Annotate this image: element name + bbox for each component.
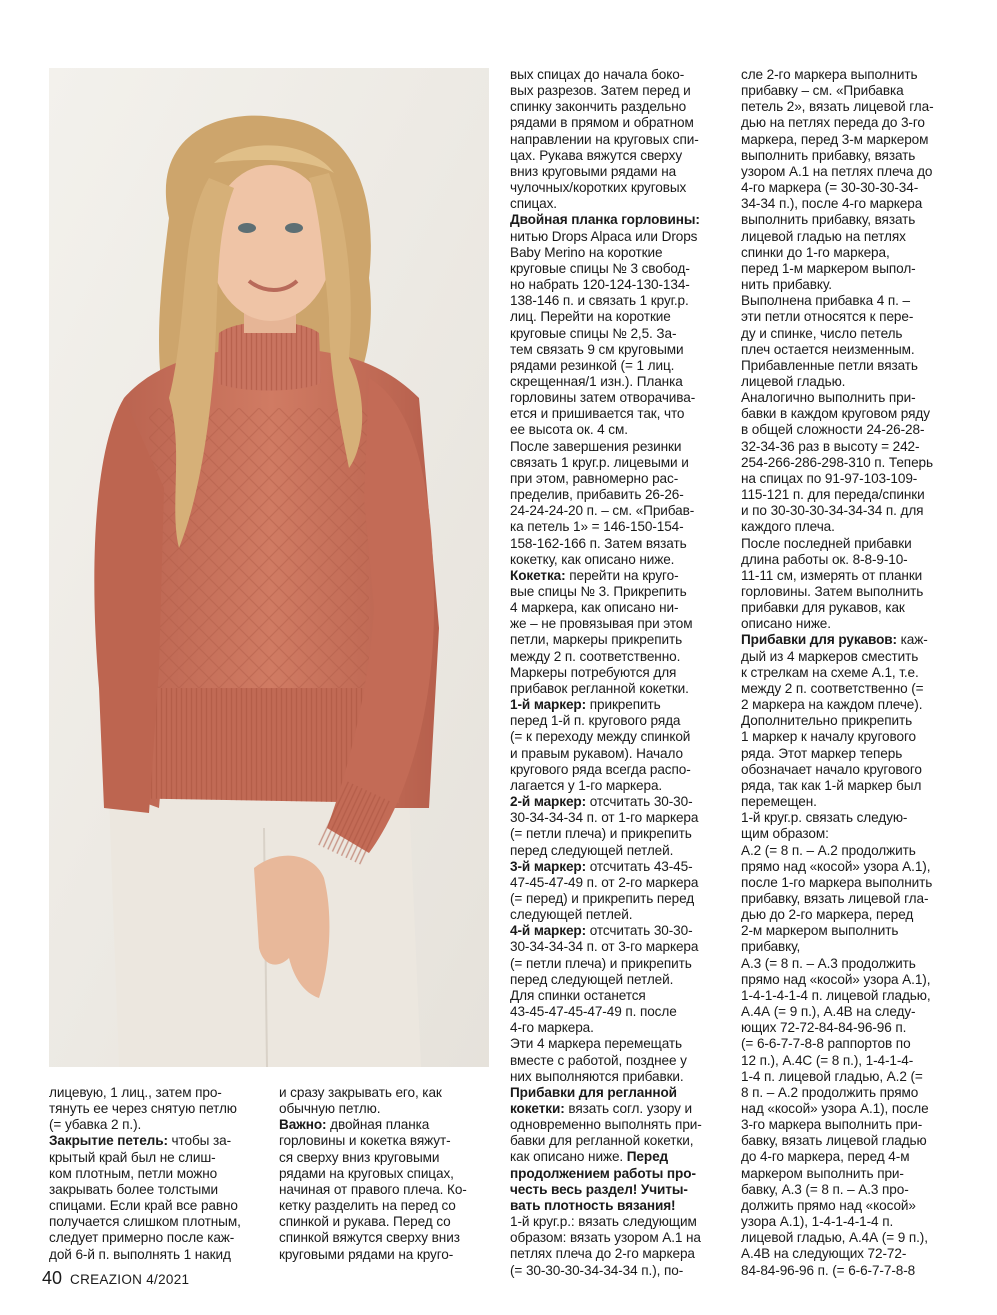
paragraph: После завершения резинки связать 1 круг.р. лицевыми и при этом, равномерно рас- пределив, прибавить 26-26- 24-24-24-20 п. – см. «Прибав- ка петель 1» = 146-150-154- 158-162-166 п. Затем вязать кокетку, как описано ниже. [510, 438, 695, 567]
paragraph: 3-й маркер: отсчитать 43-45- 47-45-47-49 п. от 2-го маркера (= перед) и прикрепить перед следующей петлей. [510, 858, 699, 923]
page-number: 40 [42, 1268, 63, 1288]
model-photo [49, 68, 489, 1067]
paragraph: 1-й круг.р. связать следую- щим образом: А.2 (= 8 п. – А.2 продолжить прямо над «косой» узора А.1), после 1-го маркера выполнить прибавку, вязать лицевой гла- дью до 2-го маркера, перед 2-м маркером выполнить прибавку, А.3 (= 8 п. – А.3 продолжить прямо над «косой» узора А.1), 1-4-1-4-1-4 п. лицевой гладью, А.4А (= 9 п.), А.4В на следу- ющих 72-72-84-84-96-96 п. (= 6-6-7-7-8-8 раппортов по 12 п.), А.4С (= 8 п.), 1-4-1-4- 1-4 п. лицевой гладью, А.2 (= 8 п. – А.2 продолжить прямо над «косой» узора А.1), после 3-го маркера выполнить при- бавку, вязать лицевой гладью до 4-го маркера, перед 4-м маркером выполнить при- бавку, А.3 (= 8 п. – А.3 про- должить прямо над «косой» узора А.1), 1-4-1-4-1-4 п. лицевой гладью, А.4А (= 9 п.), А.4В на следующих 72-72- 84-84-96-96 п. (= 6-6-7-7-8-8 [741, 810, 933, 1278]
paragraph: 1-й круг.р.: вязать следующим образом: вязать узором А.1 на петлях плеча до 2-го маркера (= 30-30-30-34-34-34 п.), по- [510, 1214, 701, 1278]
text-column-4 [741, 67, 956, 1279]
paragraph: Прибавки для рукавов: каж- дый из 4 маркеров сместить к стрелкам на схеме А.1, т.е. между 2 п. соответственно (= 2 маркера на каждом плече). Дополнительно прикрепить 1 маркер к началу кругового ряда. Этот маркер теперь обозначает начало кругового ряда, так как 1-й маркер был перемещен. [741, 632, 928, 810]
paragraph: Прибавки для регланной кокетки: вязать согл. узору и одновременно выполнять при- бавки для регланной кокетки, как описано ниже. Перед продолжением работы про- честь весь раздел! Учиты- вать плотность вязания! [510, 1084, 702, 1213]
paragraph: 2-й маркер: отсчитать 30-30- 30-34-34-34 п. от 1-го маркера (= петли плеча) и прикрепить перед следующей петлей. [510, 794, 699, 858]
page-footer [42, 1268, 189, 1289]
paragraph: Закрытие петель: чтобы за- крытый край был не слиш- ком плотным, петли можно закрывать более толстыми спицами. Если край все равно получается слишком плотным, следует примерно после каж- дой 6-й п. выполнять 1 накид [49, 1133, 241, 1262]
paragraph: Двойная планка горловины: нитью Drops Alpaca или Drops Baby Merino на короткие круговые спицы № 3 свобод- но набрать 120-124-130-134- 138-146 п. и связать 1 круг.р. лиц. Перейти на короткие круговые спицы № 2,5. За- тем связать 9 см круговыми рядами резинкой (= 1 лиц. скрещенная/1 изн.). Планка горловины затем отворачива- ется и пришивается так, что ее высота ок. 4 см. [510, 212, 700, 438]
text-column-3 [510, 67, 725, 1279]
paragraph: Эти 4 маркера перемещать вместе с работой, позднее у них выполняются прибавки. [510, 1036, 687, 1084]
paragraph: вых спицах до начала боко- вых разрезов. Затем перед и спинку закончить раздельно рядами в прямом и обратном направлении на круговых спи- цах. Рукава вяжутся сверху вниз круговыми рядами на чулочных/коротких круговых спицах. [510, 67, 699, 212]
magazine-issue: CREAZION 4/2021 [70, 1272, 190, 1287]
paragraph: 1-й маркер: прикрепить перед 1-й п. кругового ряда (= к переходу между спинкой и правым рукавом). Начало кругового ряда всегда распо- лагается у 1-го маркера. [510, 697, 691, 793]
paragraph: Кокетка: перейти на круго- вые спицы № 3. Прикрепить 4 маркера, как описано ни- же – не провязывая при этом петли, маркеры прикрепить между 2 п. соответственно. Маркеры потребуются для прибавок регланной кокетки. [510, 567, 693, 696]
paragraph: Выполнена прибавка 4 п. – эти петли относятся к пере- ду и спинке, число петель плеч остается неизменным. Прибавленные петли вязать лицевой гладью. [741, 293, 918, 389]
paragraph: Аналогично выполнить при- бавки в каждом круговом ряду в общей сложности 24-26-28- 32-34-36 раз в высоту = 242- 254-266-286-298-310 п. Теперь на спицах по 91-97-103-109- 115-121 п. для переда/спинки и по 30-30-30-34-34-34 п. для каждого плеча. [741, 390, 933, 535]
paragraph: сле 2-го маркера выполнить прибавку – см. «Прибавка петель 2», вязать лицевой гла- дью на петлях переда до 3-го маркера, перед 3-м маркером выполнить прибавку, вязать узором А.1 на петлях плеча до 4-го маркера (= 30-30-30-34- 34-34 п.), после 4-го маркера выполнить прибавку, вязать лицевой гладью на петлях спинки до 1-го маркера, перед 1-м маркером выпол- нить прибавку. [741, 67, 934, 293]
text-column-2 [279, 1085, 489, 1263]
paragraph: лицевую, 1 лиц., затем про- тянуть ее через снятую петлю (= убавка 2 п.). [49, 1085, 237, 1133]
paragraph: Важно: двойная планка горловины и кокетка вяжут- ся сверху вниз круговыми рядами на круговых спицах, начиная от правого плеча. Ко- кетку разделить на перед со спинкой и рукава. Перед со спинкой вяжутся сверху вниз круговыми рядами на круго- [279, 1117, 467, 1262]
text-column-1 [49, 1085, 269, 1263]
paragraph: и сразу закрывать его, как обычную петлю. [279, 1085, 442, 1117]
paragraph: 4-й маркер: отсчитать 30-30- 30-34-34-34 п. от 3-го маркера (= петли плеча) и прикрепить перед следующей петлей. Для спинки останется 43-45-47-45-47-49 п. после 4-го маркера. [510, 923, 699, 1036]
paragraph: После последней прибавки длина работы ок. 8-8-9-10- 11-11 см, измерять от планки горловины. Затем выполнить прибавки для рукавов, как описано ниже. [741, 535, 924, 632]
